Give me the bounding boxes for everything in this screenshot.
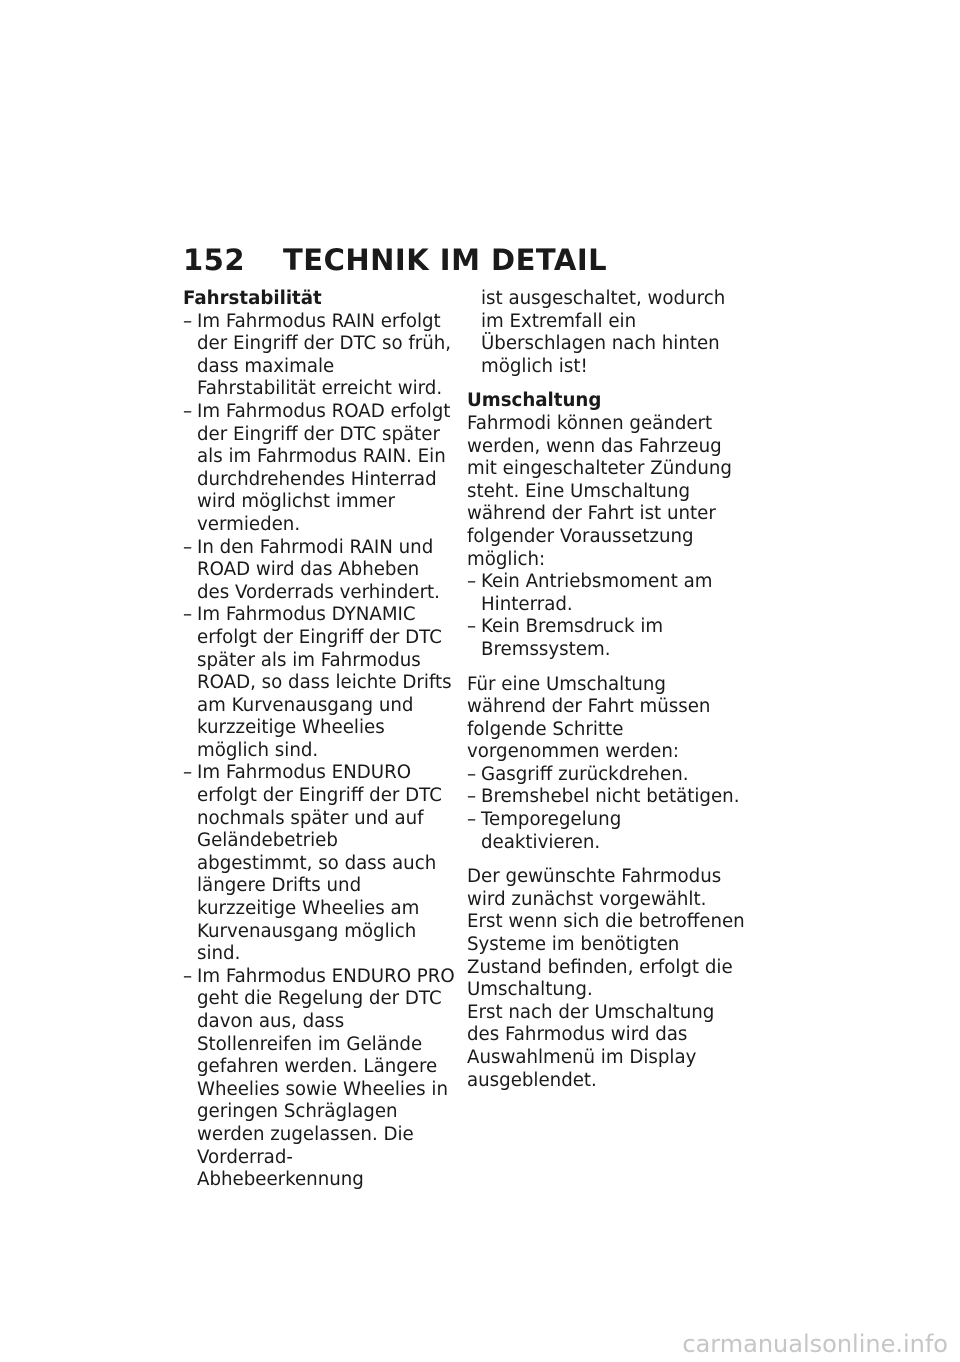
list-item: – Im Fahrmodus ENDURO PRO geht die Regelung der DTC davon aus, dass Stollenreifen im Gelände gefahren werden. Längere Wheelies sowie Wheelies in geringen Schräglagen werden zugelassen. Die Vorderrad-Abhebeerkennung (183, 966, 455, 1192)
watermark: carmanualsonline.info (682, 1330, 948, 1358)
page-header (183, 242, 607, 278)
list-item: – Im Fahrmodus DYNAMIC erfolgt der Eingriff der DTC später als im Fahrmodus ROAD, so dass leichte Drifts am Kurvenausgang und kurzzeitige Wheelies möglich sind. (183, 604, 455, 762)
section-heading-fahrstabilitaet: Fahrstabilität (183, 288, 322, 309)
paragraph: Für eine Umschaltung während der Fahrt müssen folgende Schritte vorgenommen werden: (467, 673, 711, 763)
page-number: 152 (183, 243, 246, 277)
list-item: – Kein Antriebsmoment am Hinterrad. (467, 571, 745, 616)
paragraph: Der gewünschte Fahrmodus wird zunächst vorgewählt. Erst wenn sich die betroffenen Systeme im benötigten Zustand befinden, erfolgt die Umschaltung. (467, 866, 745, 1001)
conditions-list (467, 571, 745, 661)
steps-list (467, 764, 745, 854)
list-item: – Temporegelung deaktivieren. (467, 809, 745, 854)
list-item: – Kein Bremsdruck im Bremssystem. (467, 616, 745, 661)
list-item: – Im Fahrmodus ENDURO erfolgt der Eingriff der DTC nochmals später und auf Geländebetrieb abgestimmt, so dass auch längere Drifts und kurzzeitige Wheelies am Kurvenausgang möglich sind. (183, 762, 455, 965)
list-item: – Bremshebel nicht betätigen. (467, 786, 745, 809)
list-item: – Gasgriff zurückdrehen. (467, 764, 745, 787)
list-item: – In den Fahrmodi RAIN und ROAD wird das Abheben des Vorderrads verhindert. (183, 537, 455, 605)
right-column (467, 288, 745, 1092)
paragraph: Fahrmodi können geändert werden, wenn das Fahrzeug mit eingeschalteter Zündung steht. Eine Umschaltung während der Fahrt ist unter folgender Voraussetzung möglich: (467, 412, 732, 570)
list-item: – Im Fahrmodus ROAD erfolgt der Eingriff der DTC später als im Fahrmodus RAIN. Ein durchdrehendes Hinterrad wird möglichst immer vermieden. (183, 401, 455, 537)
mode-list (183, 311, 455, 1192)
continued-text: ist ausgeschaltet, wodurch im Extremfall ein Überschlagen nach hinten möglich ist! (481, 288, 726, 377)
left-column (183, 288, 455, 1192)
list-item: – Im Fahrmodus RAIN erfolgt der Eingriff der DTC so früh, dass maximale Fahrstabilität erreicht wird. (183, 311, 455, 401)
paragraph: Erst nach der Umschaltung des Fahrmodus wird das Auswahlmenü im Display ausgeblendet. (467, 1001, 715, 1091)
chapter-title: TECHNIK IM DETAIL (283, 243, 608, 277)
section-heading-umschaltung: Umschaltung (467, 390, 602, 412)
